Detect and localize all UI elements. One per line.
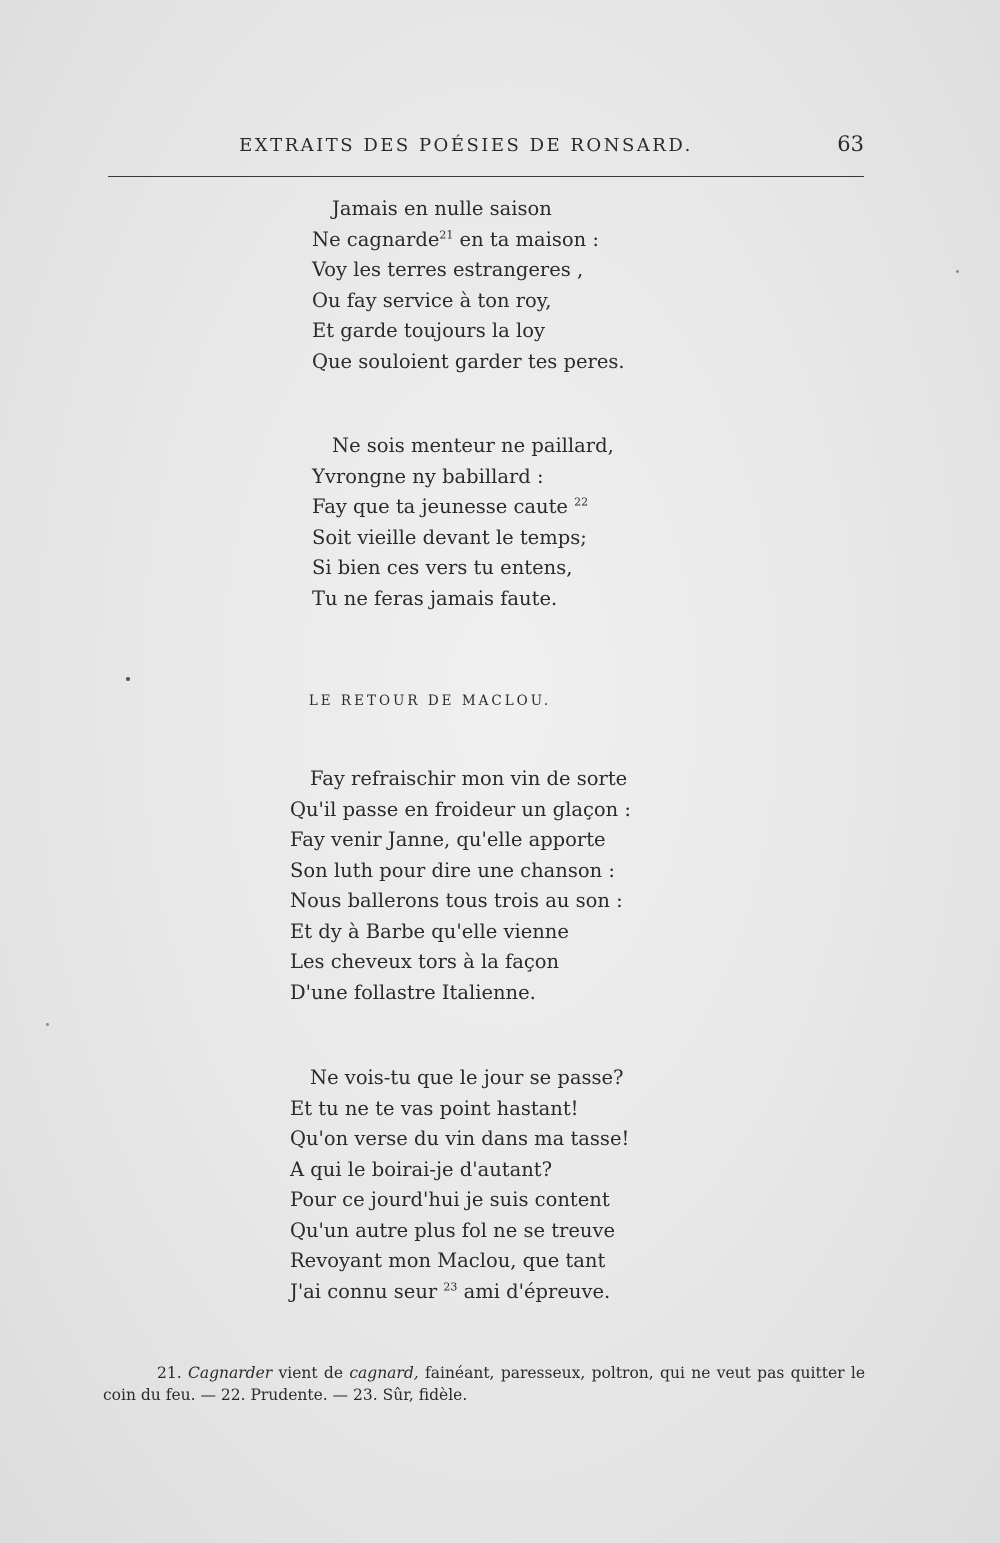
verse-line: Nous ballerons tous trois au son : (290, 889, 623, 912)
verse-line: Fay venir Janne, qu'elle apporte (290, 828, 606, 851)
verse-line: Ne vois-tu que le jour se passe? (310, 1066, 624, 1089)
verse-line: Revoyant mon Maclou, que tant (290, 1249, 606, 1272)
footnote-number: 21. (157, 1364, 182, 1382)
verse-line: Qu'un autre plus fol ne se treuve (290, 1218, 616, 1242)
verse-text: Fay que ta jeunesse caute (312, 495, 568, 518)
footnote-term: Cagnarder (188, 1364, 273, 1382)
verse-line (312, 492, 614, 523)
verse-line (312, 225, 625, 256)
stanza-4 (290, 1063, 629, 1307)
running-head (108, 134, 864, 158)
verse-line: Voy les terres estrangeres , (312, 258, 584, 281)
verse-line: Tu ne feras jamais faute. (312, 586, 558, 610)
verse-line: Yvrongne ny babillard : (312, 464, 544, 488)
paper-speck (46, 1023, 49, 1026)
verse-line: Ou fay service à ton roy, (312, 288, 552, 312)
paper-speck (126, 677, 130, 681)
verse-line: D'une follastre Italienne. (290, 980, 536, 1004)
verse-line: Qu'on verse du vin dans ma tasse! (290, 1127, 630, 1150)
stanza-3 (290, 764, 631, 1008)
verse-line: Qu'il passe en froideur un glaçon : (290, 797, 632, 821)
verse-line: Son luth pour dire une chanson : (290, 858, 615, 882)
verse-line: Fay refraischir mon vin de sorte (310, 767, 628, 790)
footnote-term-root: cagnard, (349, 1364, 419, 1382)
verse-line: Soit vieille devant le temps; (312, 525, 587, 549)
verse-line: Jamais en nulle saison (332, 197, 552, 220)
footnotes (103, 1362, 865, 1406)
header-rule (108, 176, 864, 177)
verse-line: Que souloient garder tes peres. (312, 349, 625, 373)
running-title: EXTRAITS DES POÉSIES DE RONSARD. (239, 135, 693, 156)
verse-line: Les cheveux tors à la façon (290, 950, 560, 973)
section-heading: LE RETOUR DE MACLOU. (308, 693, 552, 709)
page-number: 63 (837, 132, 864, 156)
footnote-ref-21: 21 (439, 228, 454, 241)
verse-line: Ne sois menteur ne paillard, (332, 434, 614, 457)
verse-line: Et tu ne te vas point hastant! (290, 1096, 579, 1120)
footnote-ref-23: 23 (443, 1280, 458, 1293)
verse-line (290, 1277, 629, 1308)
verse-line: Si bien ces vers tu entens, (312, 556, 573, 579)
stanza-2 (312, 431, 614, 614)
verse-line: Pour ce jourd'hui je suis content (290, 1188, 610, 1211)
verse-text: ami d'épreuve. (457, 1279, 611, 1303)
verse-line: Et dy à Barbe qu'elle vienne (290, 919, 569, 943)
stanza-1 (312, 194, 625, 377)
footnote-text: vient de (272, 1364, 350, 1382)
verse-line: Et garde toujours la loy (312, 319, 545, 342)
verse-line: A qui le boirai-je d'autant? (290, 1157, 553, 1181)
footnote-text: fainéant, paresseux, poltron, qui ne veut pas quitter le coin du feu. — 22. Prudente. — 23. Sûr, fidèle. (103, 1364, 865, 1404)
footnote-ref-22: 22 (574, 495, 589, 509)
verse-text: J'ai connu seur (290, 1279, 438, 1303)
verse-text: en ta maison : (453, 227, 599, 251)
verse-text: Ne cagnarde (312, 227, 440, 251)
paper-speck (956, 270, 959, 273)
